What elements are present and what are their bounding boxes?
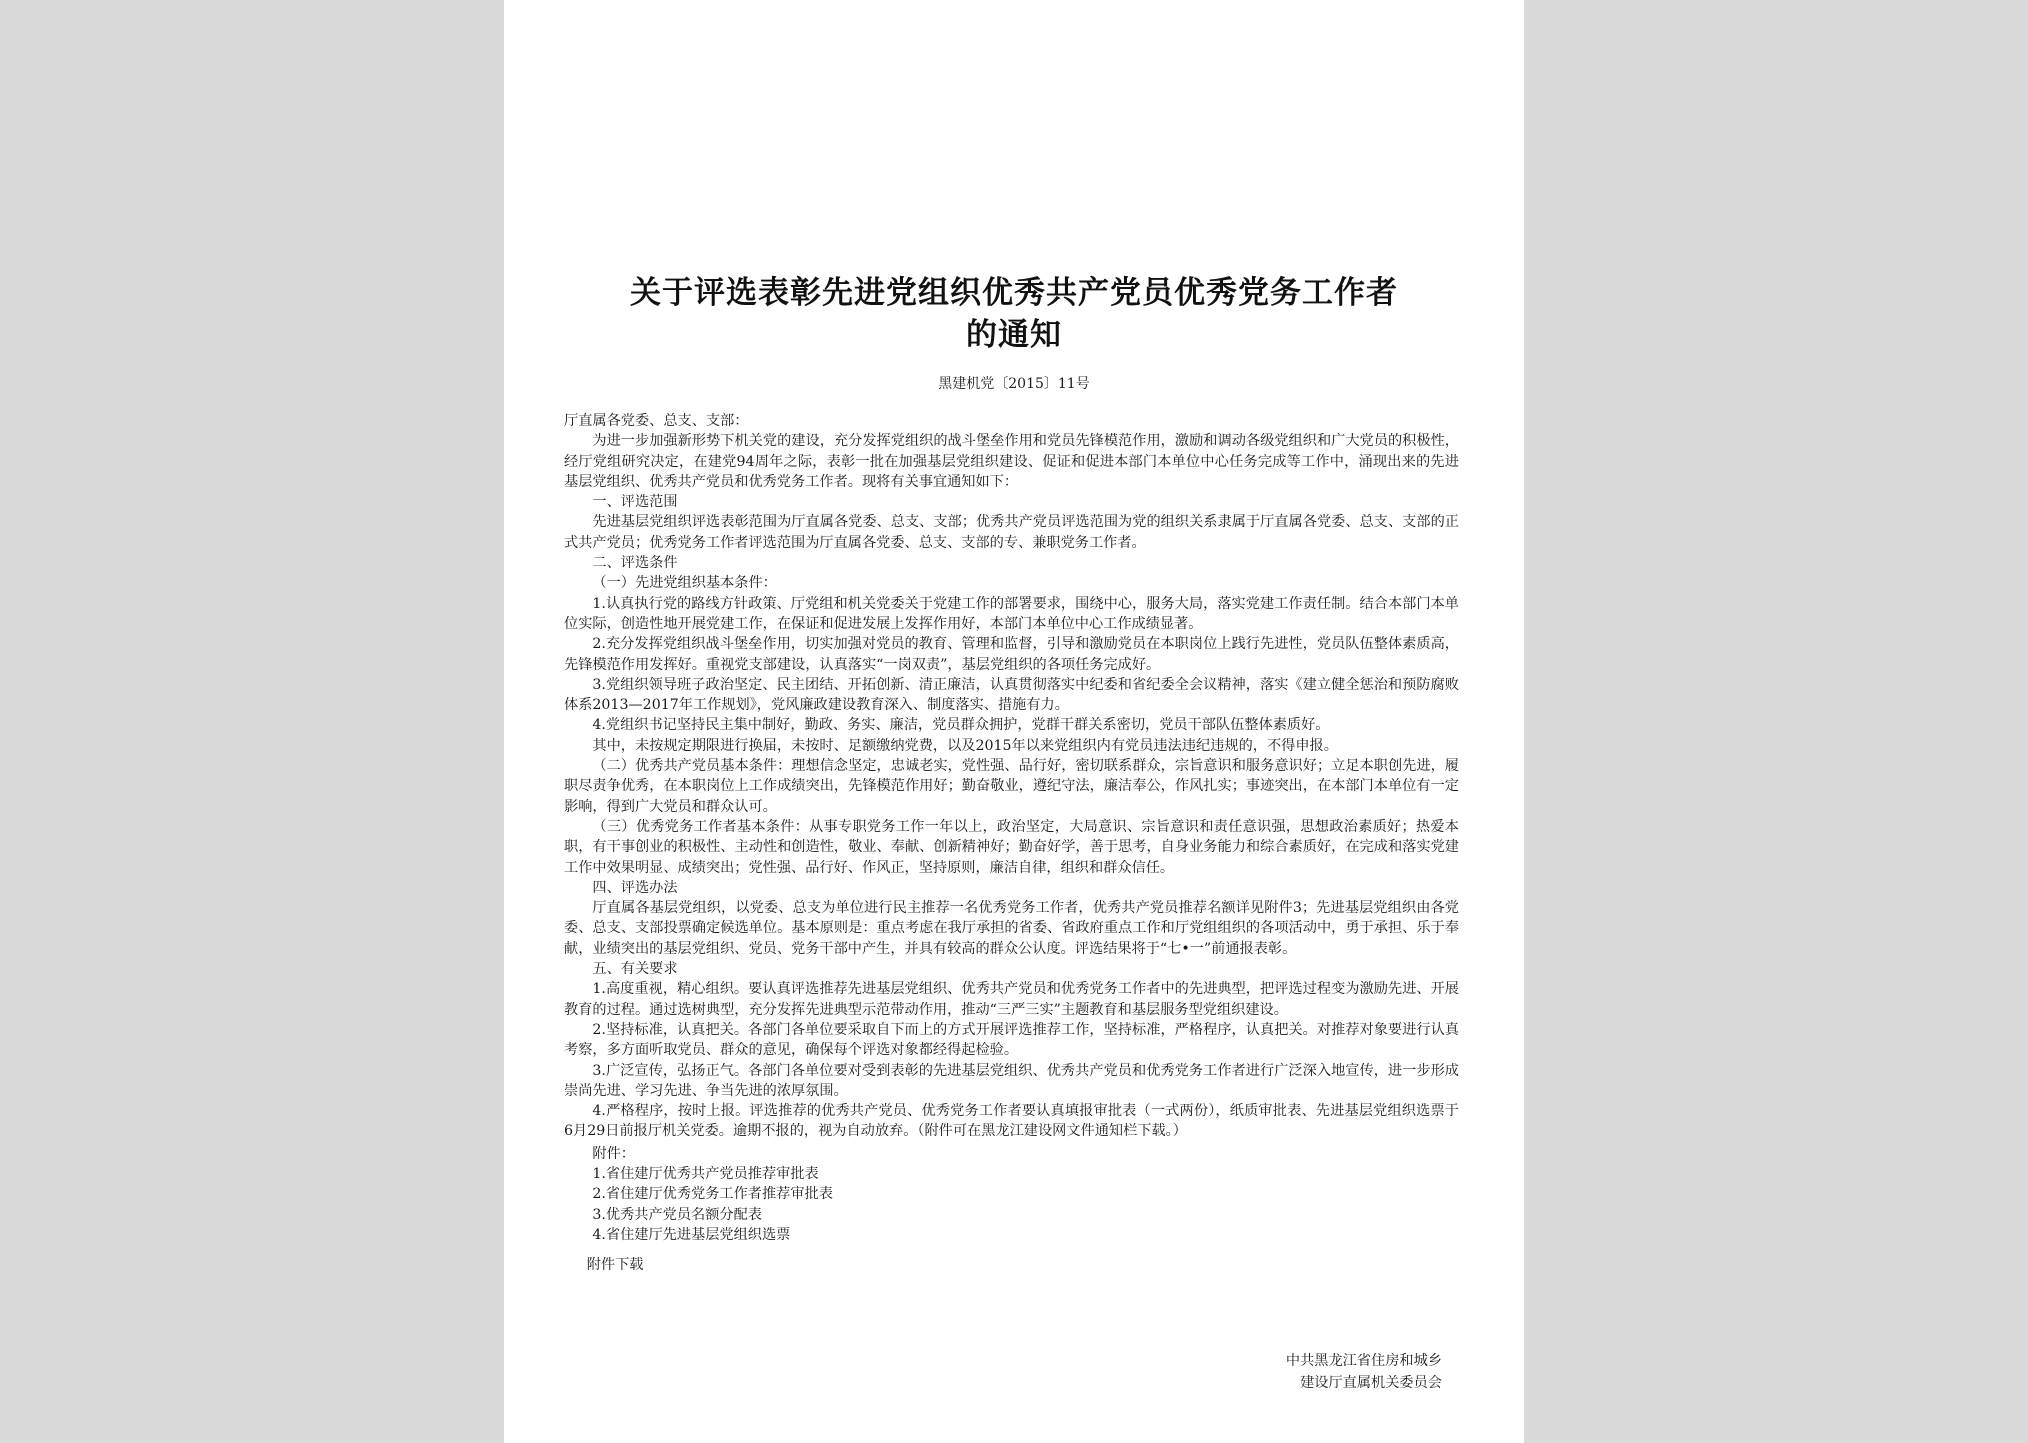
title-line-1: 关于评选表彰先进党组织优秀共产党员优秀党务工作者 bbox=[630, 275, 1398, 311]
attachment-item: 1.省住建厅优秀共产党员推荐审批表 bbox=[592, 1165, 819, 1182]
signature-line-1: 中共黑龙江省住房和城乡 bbox=[1285, 1353, 1442, 1369]
subheading-org-conditions: （一）先进党组织基本条件： bbox=[592, 575, 777, 592]
section-heading-method: 四、评选办法 bbox=[592, 879, 678, 896]
paragraph-worker-conditions: （三）优秀党务工作者基本条件：从事专职党务工作一年以上，政治坚定，大局意识、宗旨意识和责任意识强，思想政治素质好；热爱本职，有干事创业的积极性、主动性和创造性，敬业、奉献、创新精神好；勤奋好学，善于思考，自身业务能力和综合素质好，在完成和落实党建工作中效果明显、成绩突出；党性强、品行好、作风正，坚持原则，廉洁自律，组织和群众信任。 bbox=[564, 818, 1459, 876]
paragraph-org-condition-3: 3.党组织领导班子政治坚定、民主团结、开拓创新、清正廉洁，认真贯彻落实中纪委和省纪委全会议精神，落实《建立健全惩治和预防腐败体系2013—2017年工作规划》，党风廉政建设教育深入、制度落实、措施有力。 bbox=[564, 676, 1459, 714]
paragraph-intro: 为进一步加强新形势下机关党的建设，充分发挥党组织的战斗堡垒作用和党员先锋模范作用，激励和调动各级党组织和广大党员的积极性，经厅党组研究决定，在建党94周年之际，表彰一批在加强基层党组织建设、促证和促进本部门本单位中心任务完成等工作中，涌现出来的先进基层党组织、优秀共产党员和优秀党务工作者。现将有关事宜通知如下： bbox=[564, 433, 1459, 490]
section-heading-requirements: 五、有关要求 bbox=[592, 961, 678, 978]
paragraph-member-conditions: （二）优秀共产党员基本条件：理想信念坚定，忠诚老实，党性强、品行好，密切联系群众，宗旨意识和服务意识好；立足本职创先进，履职尽责争优秀，在本职岗位上工作成绩突出，先锋模范作用好；勤奋敬业，遵纪守法，廉洁奉公，作风扎实；事迹突出，在本部门本单位有一定影响，得到广大党员和群众认可。 bbox=[564, 758, 1459, 815]
paragraph-requirement-3: 3.广泛宣传，弘扬正气。各部门各单位要对受到表彰的先进基层党组织、优秀共产党员和优秀党务工作者进行广泛深入地宣传，进一步形成崇尚先进、学习先进、争当先进的浓厚氛围。 bbox=[564, 1062, 1459, 1099]
attachment-item: 4.省住建厅先进基层党组织选票 bbox=[592, 1226, 791, 1243]
document-number: 黑建机党〔2015〕11号 bbox=[938, 376, 1090, 392]
salutation: 厅直属各党委、总支、支部： bbox=[564, 413, 749, 429]
attachments-list bbox=[564, 1144, 1459, 1245]
attachment-item: 2.省住建厅优秀党务工作者推荐审批表 bbox=[592, 1186, 833, 1203]
paragraph-requirement-4: 4.严格程序，按时上报。评选推荐的优秀共产党员、优秀党务工作者要认真填报审批表（一式两份），纸质审批表、先进基层党组织选票于6月29日前报厅机关党委。逾期不报的，视为自动放弃。（附件可在黑龙江建设网文件通知栏下载。） bbox=[564, 1103, 1459, 1140]
paragraph-scope: 先进基层党组织评选表彰范围为厅直属各党委、总支、支部；优秀共产党员评选范围为党的组织关系隶属于厅直属各党委、总支、支部的正式共产党员；优秀党务工作者评选范围为厅直属各党委、总支、支部的专、兼职党务工作者。 bbox=[564, 514, 1459, 551]
paragraph-exclusion: 其中，未按规定期限进行换届，未按时、足额缴纳党费，以及2015年以来党组织内有党员违法违纪违规的，不得申报。 bbox=[592, 737, 1338, 754]
paragraph-requirement-2: 2.坚持标准，认真把关。各部门各单位要采取自下而上的方式开展评选推荐工作，坚持标准，严格程序，认真把关。对推荐对象要进行认真考察，多方面听取党员、群众的意见，确保每个评选对象都经得起检验。 bbox=[564, 1021, 1459, 1059]
attachments-label: 附件： bbox=[592, 1145, 635, 1162]
paragraph-requirement-1: 1.高度重视，精心组织。要认真评选推荐先进基层党组织、优秀共产党员和优秀党务工作者中的先进典型，把评选过程变为激励先进、开展教育的过程。通过选树典型，充分发挥先进典型示范带动作用，推动“三严三实”主题教育和基层服务型党组织建设。 bbox=[564, 981, 1459, 1018]
signature-block bbox=[1222, 1350, 1442, 1394]
document-body bbox=[564, 411, 1459, 1275]
paragraph-org-condition-4: 4.党组织书记坚持民主集中制好，勤政、务实、廉洁，党员群众拥护，党群干群关系密切，党员干部队伍整体素质好。 bbox=[592, 717, 1330, 734]
paragraph-org-condition-2: 2.充分发挥党组织战斗堡垒作用，切实加强对党员的教育、管理和监督，引导和激励党员在本职岗位上践行先进性，党员队伍整体素质高，先锋模范作用发挥好。重视党支部建设，认真落实“一岗双责”，基层党组织的各项任务完成好。 bbox=[564, 636, 1459, 673]
section-heading-conditions: 二、评选条件 bbox=[592, 555, 678, 572]
document-title bbox=[504, 272, 1524, 356]
attachment-download-link[interactable]: 附件下载 bbox=[586, 1257, 644, 1274]
title-line-2: 的通知 bbox=[966, 317, 1062, 353]
signature-line-2: 建设厅直属机关委员会 bbox=[1300, 1375, 1442, 1391]
section-heading-scope: 一、评选范围 bbox=[592, 494, 678, 511]
document-page bbox=[504, 0, 1524, 1443]
paragraph-org-condition-1: 1.认真执行党的路线方针政策、厅党组和机关党委关于党建工作的部署要求，围绕中心，服务大局，落实党建工作责任制。结合本部门本单位实际，创造性地开展党建工作，在保证和促进发展上发挥作用好，本部门本单位中心工作成绩显著。 bbox=[564, 595, 1459, 632]
attachment-item: 3.优秀共产党员名额分配表 bbox=[592, 1206, 762, 1223]
paragraph-method: 厅直属各基层党组织，以党委、总支为单位进行民主推荐一名优秀党务工作者，优秀共产党员推荐名额详见附件3；先进基层党组织由各党委、总支、支部投票确定候选单位。基本原则是：重点考虑在我厅承担的省委、省政府重点工作和厅党组组织的各项活动中，勇于承担、乐于奉献，业绩突出的基层党组织、党员、党务干部中产生，并具有较高的群众公认度。评选结果将于“七•一”前通报表彰。 bbox=[564, 900, 1459, 957]
